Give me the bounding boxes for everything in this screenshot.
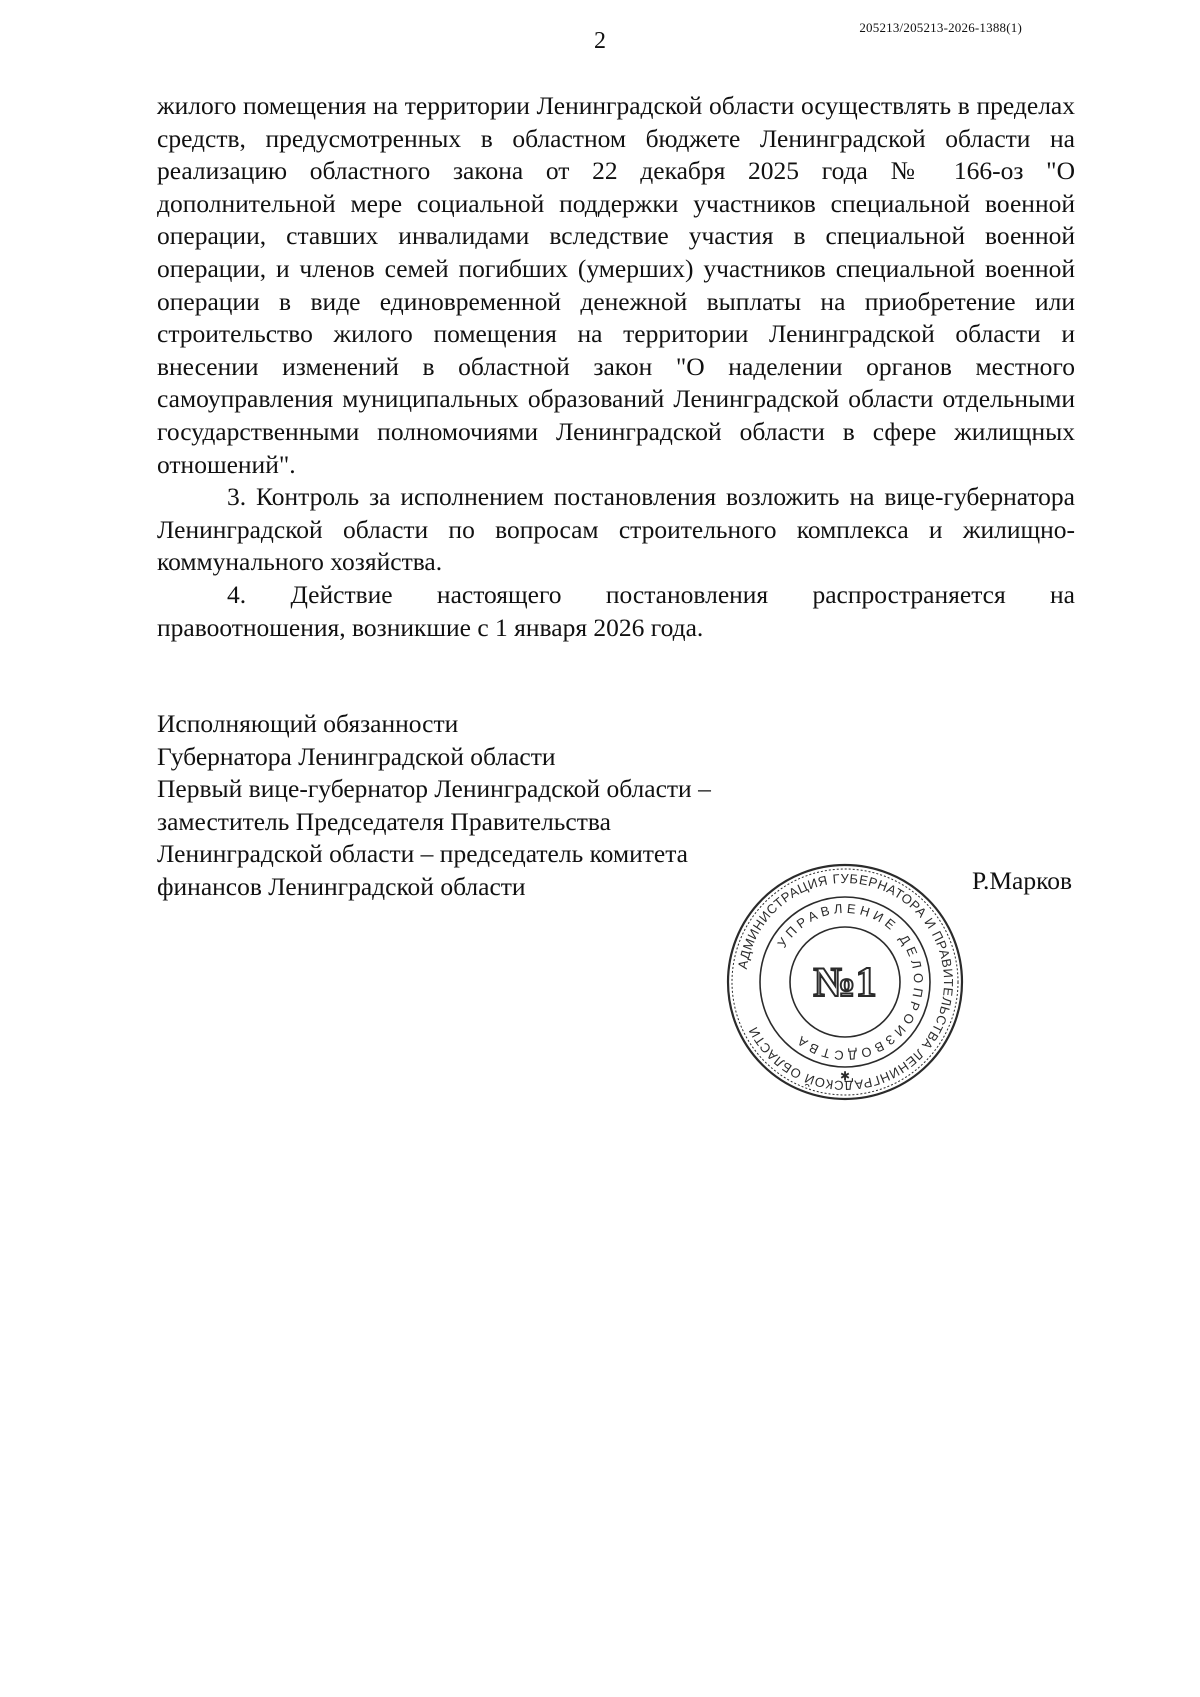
document-body bbox=[157, 90, 1075, 644]
paragraph-continuation: жилого помещения на территории Ленинградской области осуществлять в пределах средств, предусмотренных в областном бюджете Ленинградской области на реализацию областного закона от 22 декабря 2025 года № 166-оз "О дополнительной мере социальной поддержки участников специальной военной операции, ставших инвалидами вследствие участия в специальной военной операции, и членов семей погибших (умерших) участников специальной военной операции в виде единовременной денежной выплаты на приобретение или строительство жилого помещения на территории Ленинградской области и внесении изменений в областной закон "О наделении органов местного самоуправления муниципальных образований Ленинградской области отдельными государственными полномочиями Ленинградской области в сфере жилищных отношений". bbox=[157, 91, 1075, 479]
signer-name: Р.Марков bbox=[972, 866, 1072, 895]
seal-outer-text: АДМИНИСТРАЦИЯ ГУБЕРНАТОРА И ПРАВИТЕЛЬСТВА ЛЕНИНГРАДСКОЙ ОБЛАСТИ bbox=[734, 870, 957, 1094]
seal-star-icon: ✱ bbox=[839, 1069, 851, 1083]
seal-graphic bbox=[725, 862, 965, 1102]
paragraph-item-4: 4. Действие настоящего постановления распространяется на правоотношения, возникшие с 1 января 2026 года. bbox=[157, 579, 1075, 642]
seal-inner-text: УПРАВЛЕНИЕ ДЕЛОПРОИЗВОДСТВА bbox=[774, 900, 927, 1064]
page-number: 2 bbox=[594, 28, 606, 54]
signatory-title-line: Губернатора Ленинградской области bbox=[157, 741, 556, 771]
signatory-title-line: финансов Ленинградской области bbox=[157, 871, 526, 901]
document-id: 205213/205213-2026-1388(1) bbox=[859, 20, 1022, 35]
signatory-title-line: Ленинградской области – председатель комитета bbox=[157, 839, 688, 869]
seal-center-number: №1 bbox=[813, 960, 877, 1006]
signatory-title-line: заместитель Председателя Правительства bbox=[157, 806, 611, 836]
paragraph-item-3: 3. Контроль за исполнением постановления возложить на вице-губернатора Ленинградской области по вопросам строительного комплекса и жилищно-коммунального хозяйства. bbox=[157, 482, 1075, 577]
official-seal-stamp bbox=[725, 862, 965, 1102]
signatory-title-line: Исполняющий обязанности bbox=[157, 709, 459, 738]
signatory-title-line: Первый вице-губернатор Ленинградской области – bbox=[157, 774, 711, 804]
